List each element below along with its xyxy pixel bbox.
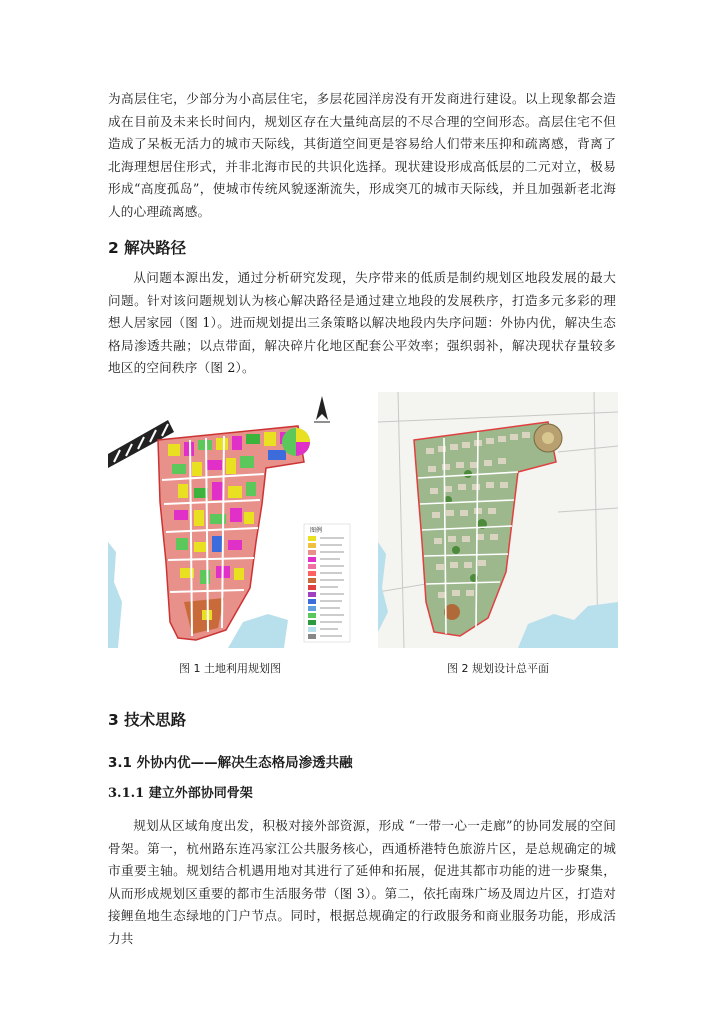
section-2-paragraph: 从问题本源出发，通过分析研究发现，失序带来的低质是制约规划区地段发展的最大问题。针对该问题规划认为核心解决路径是通过建立地段的发展秩序，打造多元多彩的理想人居家园（图 1）。进而规划提出三条策略以解决地段内失序问题：外协内优，解决生态格局渗透共融；以点带面，解决碎片化地区配套公平效率；强织弱补，解决现状存量较多地区的空间秩序（图 2）。 [108,270,616,376]
figure-1-caption: 图 1 土地利用规划图 [179,662,281,675]
plaza-center [542,432,554,444]
intro-paragraph: 为高层住宅，少部分为小高层住宅，多层花园洋房没有开发商进行建设。以上现象都会造成在目前及未来长时间内，规划区存在大量纯高层的不尽合理的空间形态。高层住宅不但造成了呆板无活力的城市天际线，其街道空间更是容易给人们带来压抑和疏离感，背离了北海理想居住形式，并非北海市民的共识化选择。现状建设形成高低层的二元对立，极易形成“高度孤岛”，使城市传统风貌逐渐流失，形成突兀的城市天际线，并且加强新老北海人的心理疏离感。 [108,91,616,219]
section-3-paragraph: 规划从区域角度出发，积极对接外部资源，形成 “一带一心一走廊”的协同发展的空间骨架。第一，杭州路东连冯家江公共服务核心，西通桥港特色旅游片区，是总规确定的城市重要主轴。规划结合机遇用地对其进行了延伸和拓展，促进其都市功能的进一步聚集，从而形成规划区重要的都市生活服务带（图 3）。第二，依托南珠广场及周边片区，打造对接鲤鱼地生态绿地的门户节点。同时，根据总规确定的行政服务和商业服务功能，形成活力共 [108,818,616,946]
subsection-3-1-heading: 3.1 外协内优——解决生态格局渗透共融 [108,755,353,771]
section-3-heading: 3 技术思路 [108,711,187,729]
figure-2-caption: 图 2 规划设计总平面 [447,662,549,675]
section-2-heading: 2 解决路径 [108,239,187,257]
legend-title: 图例 [310,527,323,534]
map-legend [304,524,350,642]
subsection-3-1-1-heading: 3.1.1 建立外部协同骨架 [108,786,253,801]
figure-2-master-plan [378,392,618,648]
circular-plaza [282,428,310,456]
figure-1-land-use-map [108,392,352,648]
